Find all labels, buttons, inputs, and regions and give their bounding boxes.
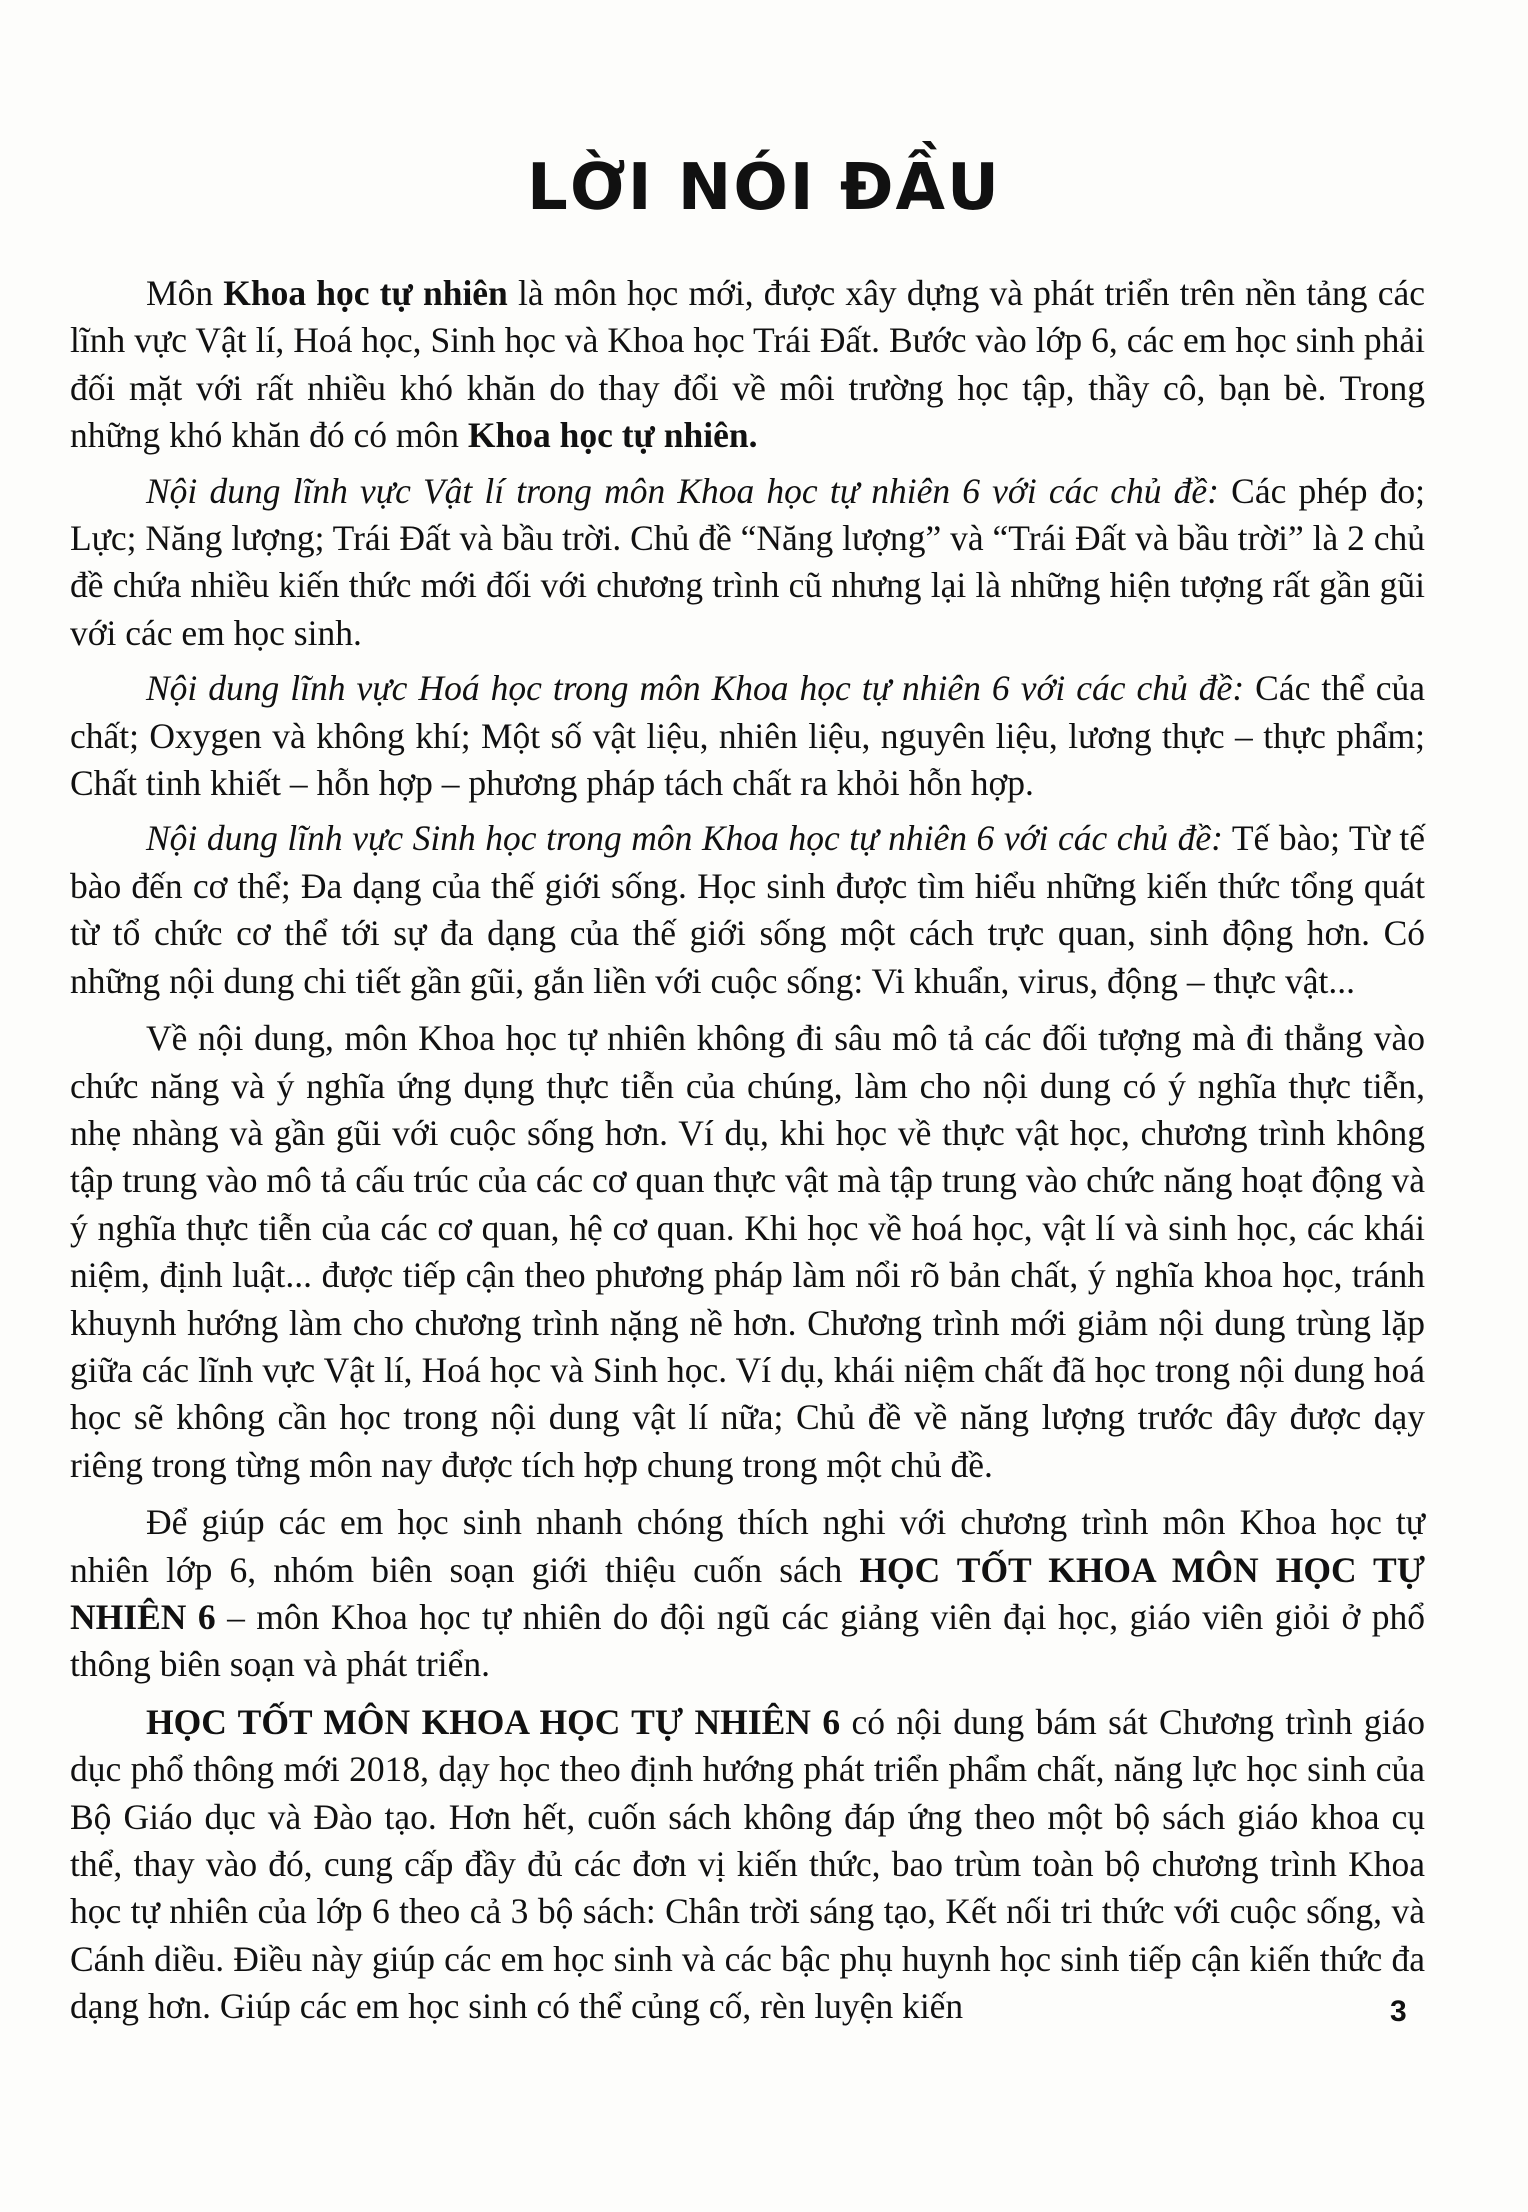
paragraph-text: là môn học mới, được xây dựng và phát triển trên nền tảng các lĩnh vực Vật lí, Hoá học, Sinh học và Khoa học Trái Đất. Bước vào lớp 6, các em học sinh phải đối mặt với rất nhiều khó khăn do thay đổi về môi trường học tập, thầy cô, bạn bè. Trong những khó khăn đó có môn xyxy=(70,273,1425,456)
paragraph-text: Môn xyxy=(146,273,224,313)
paragraph-content xyxy=(70,1015,1425,1489)
paragraph-text: Để giúp các em học sinh nhanh chóng thích nghi với chương trình môn Khoa học tự nhiên lớp 6, nhóm biên soạn giới thiệu cuốn sách xyxy=(70,1502,1425,1590)
page-title: LỜI NÓI ĐẦU xyxy=(527,151,1001,225)
paragraph-chemistry xyxy=(70,665,1425,807)
paragraph-text: Các thể của chất; Oxygen và không khí; Một số vật liệu, nhiên liệu, nguyên liệu, lương thực – thực phẩm; Chất tinh khiết – hỗn hợp – phương pháp tách chất ra khỏi hỗn hợp. xyxy=(70,668,1425,804)
bold-term: Khoa học tự nhiên. xyxy=(467,415,758,456)
paragraph-text: có nội dung bám sát Chương trình giáo dục phổ thông mới 2018, dạy học theo định hướng phát triển phẩm chất, năng lực học sinh của Bộ Giáo dục và Đào tạo. Hơn hết, cuốn sách không đáp ứng theo một bộ sách giáo khoa cụ thể, thay vào đó, cung cấp đầy đủ các đơn vị kiến thức, bao trùm toàn bộ chương trình Khoa học tự nhiên của lớp 6 theo cả 3 bộ sách: Chân trời sáng tạo, Kết nối tri thức với cuộc sống, và Cánh diều. Điều này giúp các em học sinh và các bậc phụ huynh học sinh tiếp cận kiến thức đa dạng hơn. Giúp các em học sinh có thể củng cố, rèn luyện kiến xyxy=(70,1701,1425,2027)
body-text xyxy=(70,270,1425,2031)
page-number: 3 xyxy=(1390,1995,1407,2028)
paragraph-text: Về nội dung, môn Khoa học tự nhiên không đi sâu mô tả các đối tượng mà đi thẳng vào chức năng và ý nghĩa ứng dụng thực tiễn của chúng, làm cho nội dung có ý nghĩa thực tiễn, nhẹ nhàng và gần gũi với cuộc sống hơn. Ví dụ, khi học về thực vật học, chương trình không tập trung vào mô tả cấu trúc của các cơ quan thực vật mà tập trung vào chức năng hoạt động và ý nghĩa thực tiễn của các cơ quan, hệ cơ quan. Khi học về hoá học, vật lí và sinh học, các khái niệm, định luật... được tiếp cận theo phương pháp làm nổi rõ bản chất, ý nghĩa khoa học, tránh khuynh hướng làm cho chương trình nặng nề hơn. Chương trình mới giảm nội dung trùng lặp giữa các lĩnh vực Vật lí, Hoá học và Sinh học. Ví dụ, khái niệm chất đã học trong nội dung hoá học sẽ không cần học trong nội dung vật lí nữa; Chủ đề về năng lượng trước đây được dạy riêng trong từng môn nay được tích hợp chung trong một chủ đề. xyxy=(70,1018,1425,1485)
paragraph-book-intro xyxy=(70,1499,1425,1689)
paragraph-text: Tế bào; Từ tế bào đến cơ thể; Đa dạng của thế giới sống. Học sinh được tìm hiểu những kiến thức tổng quát từ tổ chức cơ thể tới sự đa dạng của thế giới sống một cách trực quan, sinh động hơn. Có những nội dung chi tiết gần gũi, gắn liền với cuộc sống: Vi khuẩn, virus, động – thực vật... xyxy=(70,818,1425,1001)
italic-lead: Nội dung lĩnh vực Vật lí trong môn Khoa học tự nhiên 6 với các chủ đề: xyxy=(146,470,1219,511)
bold-term: Khoa học tự nhiên xyxy=(223,273,508,313)
paragraph-text: – môn Khoa học tự nhiên do đội ngũ các giảng viên đại học, giáo viên giỏi ở phổ thông biên soạn và phát triển. xyxy=(70,1596,1425,1685)
italic-lead: Nội dung lĩnh vực Sinh học trong môn Khoa học tự nhiên 6 với các chủ đề: xyxy=(146,818,1223,859)
paragraph-biology xyxy=(70,815,1425,1005)
paragraph-intro xyxy=(70,270,1425,460)
paragraph-text: Các phép đo; Lực; Năng lượng; Trái Đất và bầu trời. Chủ đề “Năng lượng” và “Trái Đất và bầu trời” là 2 chủ đề chứa nhiều kiến thức mới đối với chương trình cũ nhưng lại là những hiện tượng rất gần gũi với các em học sinh. xyxy=(70,470,1426,653)
paragraph-physics xyxy=(70,468,1425,658)
book-title: HỌC TỐT MÔN KHOA HỌC TỰ NHIÊN 6 xyxy=(146,1701,841,1742)
paragraph-book-details xyxy=(70,1699,1425,2031)
italic-lead: Nội dung lĩnh vực Hoá học trong môn Khoa học tự nhiên 6 với các chủ đề: xyxy=(146,668,1245,709)
book-title: HỌC TỐT KHOA MÔN HỌC TỰ NHIÊN 6 xyxy=(70,1549,1425,1637)
